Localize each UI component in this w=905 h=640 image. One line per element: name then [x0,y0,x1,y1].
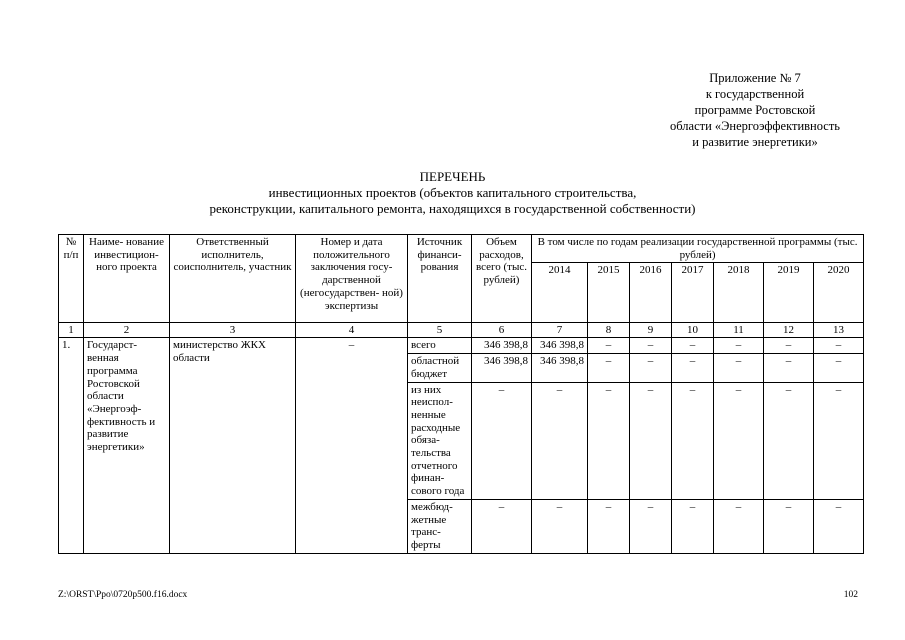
year-cell: – [714,499,764,553]
column-number: 2 [84,323,170,338]
year-cell: – [588,338,630,354]
appendix-line: области «Энергоэффективность [669,119,840,133]
header-years-group: В том числе по годам реализации государственной программы (тыс. рублей) [532,235,864,263]
header-year: 2020 [814,263,864,323]
year-cell: – [630,338,672,354]
column-number: 4 [296,323,408,338]
year-cell: – [588,499,630,553]
row-number: 1. [59,338,84,553]
year-cell: – [630,499,672,553]
year-cell: – [764,382,814,499]
year-cell-2014: – [532,382,588,499]
year-cell: – [764,354,814,382]
year-cell: – [672,338,714,354]
year-cell-2014: 346 398,8 [532,338,588,354]
year-cell-2014: – [532,499,588,553]
column-number: 1 [59,323,84,338]
heading-line-1: инвестиционных проектов (объектов капитального строительства, [268,185,637,200]
year-cell: – [672,499,714,553]
year-cell: – [714,338,764,354]
document-heading [0,169,905,217]
year-cell: – [714,382,764,499]
table-row [59,338,864,354]
header-year: 2014 [532,263,588,323]
year-cell: – [714,354,764,382]
column-number: 12 [764,323,814,338]
appendix-line: и развитие энергетики» [692,135,818,149]
header-year: 2015 [588,263,630,323]
column-number: 3 [170,323,296,338]
column-numbers-row [59,323,864,338]
header-year: 2019 [764,263,814,323]
column-number: 5 [408,323,472,338]
volume-cell: – [472,499,532,553]
appendix-line: к государственной [705,87,805,101]
heading-title: ПЕРЕЧЕНЬ [419,169,486,184]
header-name: Наиме- нование инвестицион- ного проекта [84,235,170,323]
header-volume: Объем расходов, всего (тыс. рублей) [472,235,532,323]
column-number: 11 [714,323,764,338]
header-row [59,235,864,263]
appendix-line: программе Ростовской [694,103,816,117]
footer-page-number: 102 [843,590,858,600]
header-expertise: Номер и дата положительного заключения госу- дарственной (негосударствен- ной) экспертизы [296,235,408,323]
source-label: из них неиспол- ненные расходные обяза- тельства отчетного финан- сового года [408,382,472,499]
column-number: 7 [532,323,588,338]
year-cell: – [814,499,864,553]
projects-table [58,234,864,554]
project-expertise: – [296,338,408,553]
year-cell: – [764,338,814,354]
header-year: 2017 [672,263,714,323]
footer-file-path: Z:\ORST\Ppo\0720p500.f16.docx [58,590,188,600]
year-cell: – [672,354,714,382]
appendix-block [600,70,905,150]
year-cell: – [630,382,672,499]
header-no: № п/п [59,235,84,323]
column-number: 9 [630,323,672,338]
source-label: всего [408,338,472,354]
header-year: 2018 [714,263,764,323]
column-number: 8 [588,323,630,338]
appendix-line: Приложение № 7 [709,71,801,85]
year-cell: – [814,354,864,382]
year-cell: – [814,338,864,354]
volume-cell: – [472,382,532,499]
column-number: 10 [672,323,714,338]
header-year: 2016 [630,263,672,323]
year-cell: – [588,354,630,382]
header-executor: Ответственный исполнитель, соисполнитель, участник [170,235,296,323]
year-cell: – [814,382,864,499]
volume-cell: 346 398,8 [472,354,532,382]
source-label: межбюд- жетные транс- ферты [408,499,472,553]
column-number: 13 [814,323,864,338]
project-name: Государст- венная программа Ростовской области «Энергоэф- фективность и развитие энергетики» [84,338,170,553]
source-label: областной бюджет [408,354,472,382]
header-source: Источник финанси- рования [408,235,472,323]
heading-line-2: реконструкции, капитального ремонта, находящихся в государственной собственности) [209,201,696,216]
volume-cell: 346 398,8 [472,338,532,354]
project-executor: министерство ЖКХ области [170,338,296,553]
year-cell: – [764,499,814,553]
year-cell: – [588,382,630,499]
column-number: 6 [472,323,532,338]
year-cell: – [672,382,714,499]
year-cell-2014: 346 398,8 [532,354,588,382]
year-cell: – [630,354,672,382]
